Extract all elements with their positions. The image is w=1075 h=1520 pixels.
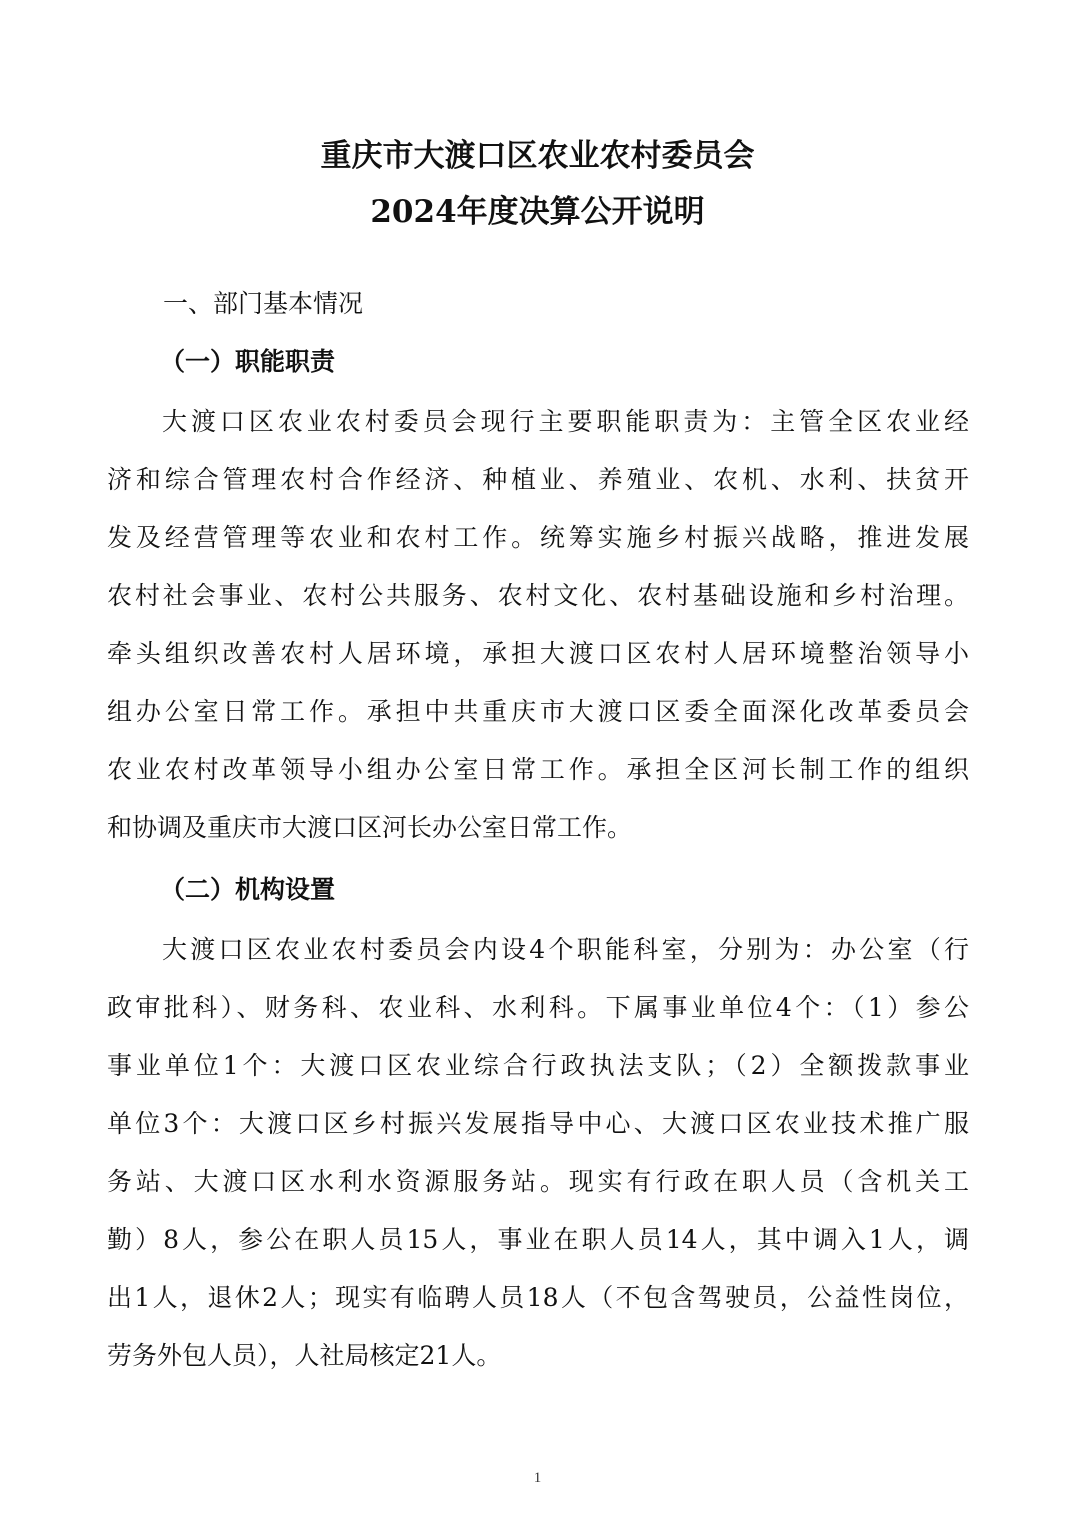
- document-title-line-2: 2024年度决算公开说明: [370, 194, 705, 230]
- paragraph-line: 政审批科）、财务科、农业科、水利科。下属事业单位4个：（1）参公: [107, 993, 969, 1022]
- paragraph-line: 农业农村改革领导小组办公室日常工作。承担全区河长制工作的组织: [107, 755, 969, 784]
- document-title-line-1: 重庆市大渡口区农业农村委员会: [320, 138, 755, 174]
- paragraph-line: 勤）8人，参公在职人员15人，事业在职人员14人，其中调入1人，调: [107, 1225, 969, 1254]
- paragraph-line: 和协调及重庆市大渡口区河长办公室日常工作。: [107, 813, 633, 842]
- paragraph-line: 劳务外包人员），人社局核定21人。: [107, 1341, 502, 1370]
- subsection-heading-organization: （二）机构设置: [160, 875, 336, 904]
- paragraph-line: 出1人，退休2人；现实有临聘人员18人（不包含驾驶员，公益性岗位，: [107, 1283, 969, 1312]
- paragraph-line: 事业单位1个：大渡口区农业综合行政执法支队；（2）全额拨款事业: [107, 1051, 969, 1080]
- paragraph-line: 大渡口区农业农村委员会内设4个职能科室，分别为：办公室（行: [162, 935, 969, 964]
- paragraph-line: 务站、大渡口区水利水资源服务站。现实有行政在职人员（含机关工: [107, 1167, 969, 1196]
- page-number: 1: [533, 1470, 542, 1486]
- paragraph-line: 单位3个：大渡口区乡村振兴发展指导中心、大渡口区农业技术推广服: [107, 1109, 969, 1138]
- paragraph-line: 牵头组织改善农村人居环境，承担大渡口区农村人居环境整治领导小: [107, 639, 969, 668]
- paragraph-line: 农村社会事业、农村公共服务、农村文化、农村基础设施和乡村治理。: [107, 581, 969, 610]
- paragraph-line: 济和综合管理农村合作经济、种植业、养殖业、农机、水利、扶贫开: [107, 465, 969, 494]
- subsection-heading-functions: （一）职能职责: [160, 347, 336, 376]
- section-heading-basic-info: 一、部门基本情况: [163, 289, 364, 318]
- paragraph-line: 组办公室日常工作。承担中共重庆市大渡口区委全面深化改革委员会: [107, 697, 969, 726]
- paragraph-line: 发及经营管理等农业和农村工作。统筹实施乡村振兴战略，推进发展: [107, 523, 969, 552]
- paragraph-line: 大渡口区农业农村委员会现行主要职能职责为：主管全区农业经: [162, 407, 969, 436]
